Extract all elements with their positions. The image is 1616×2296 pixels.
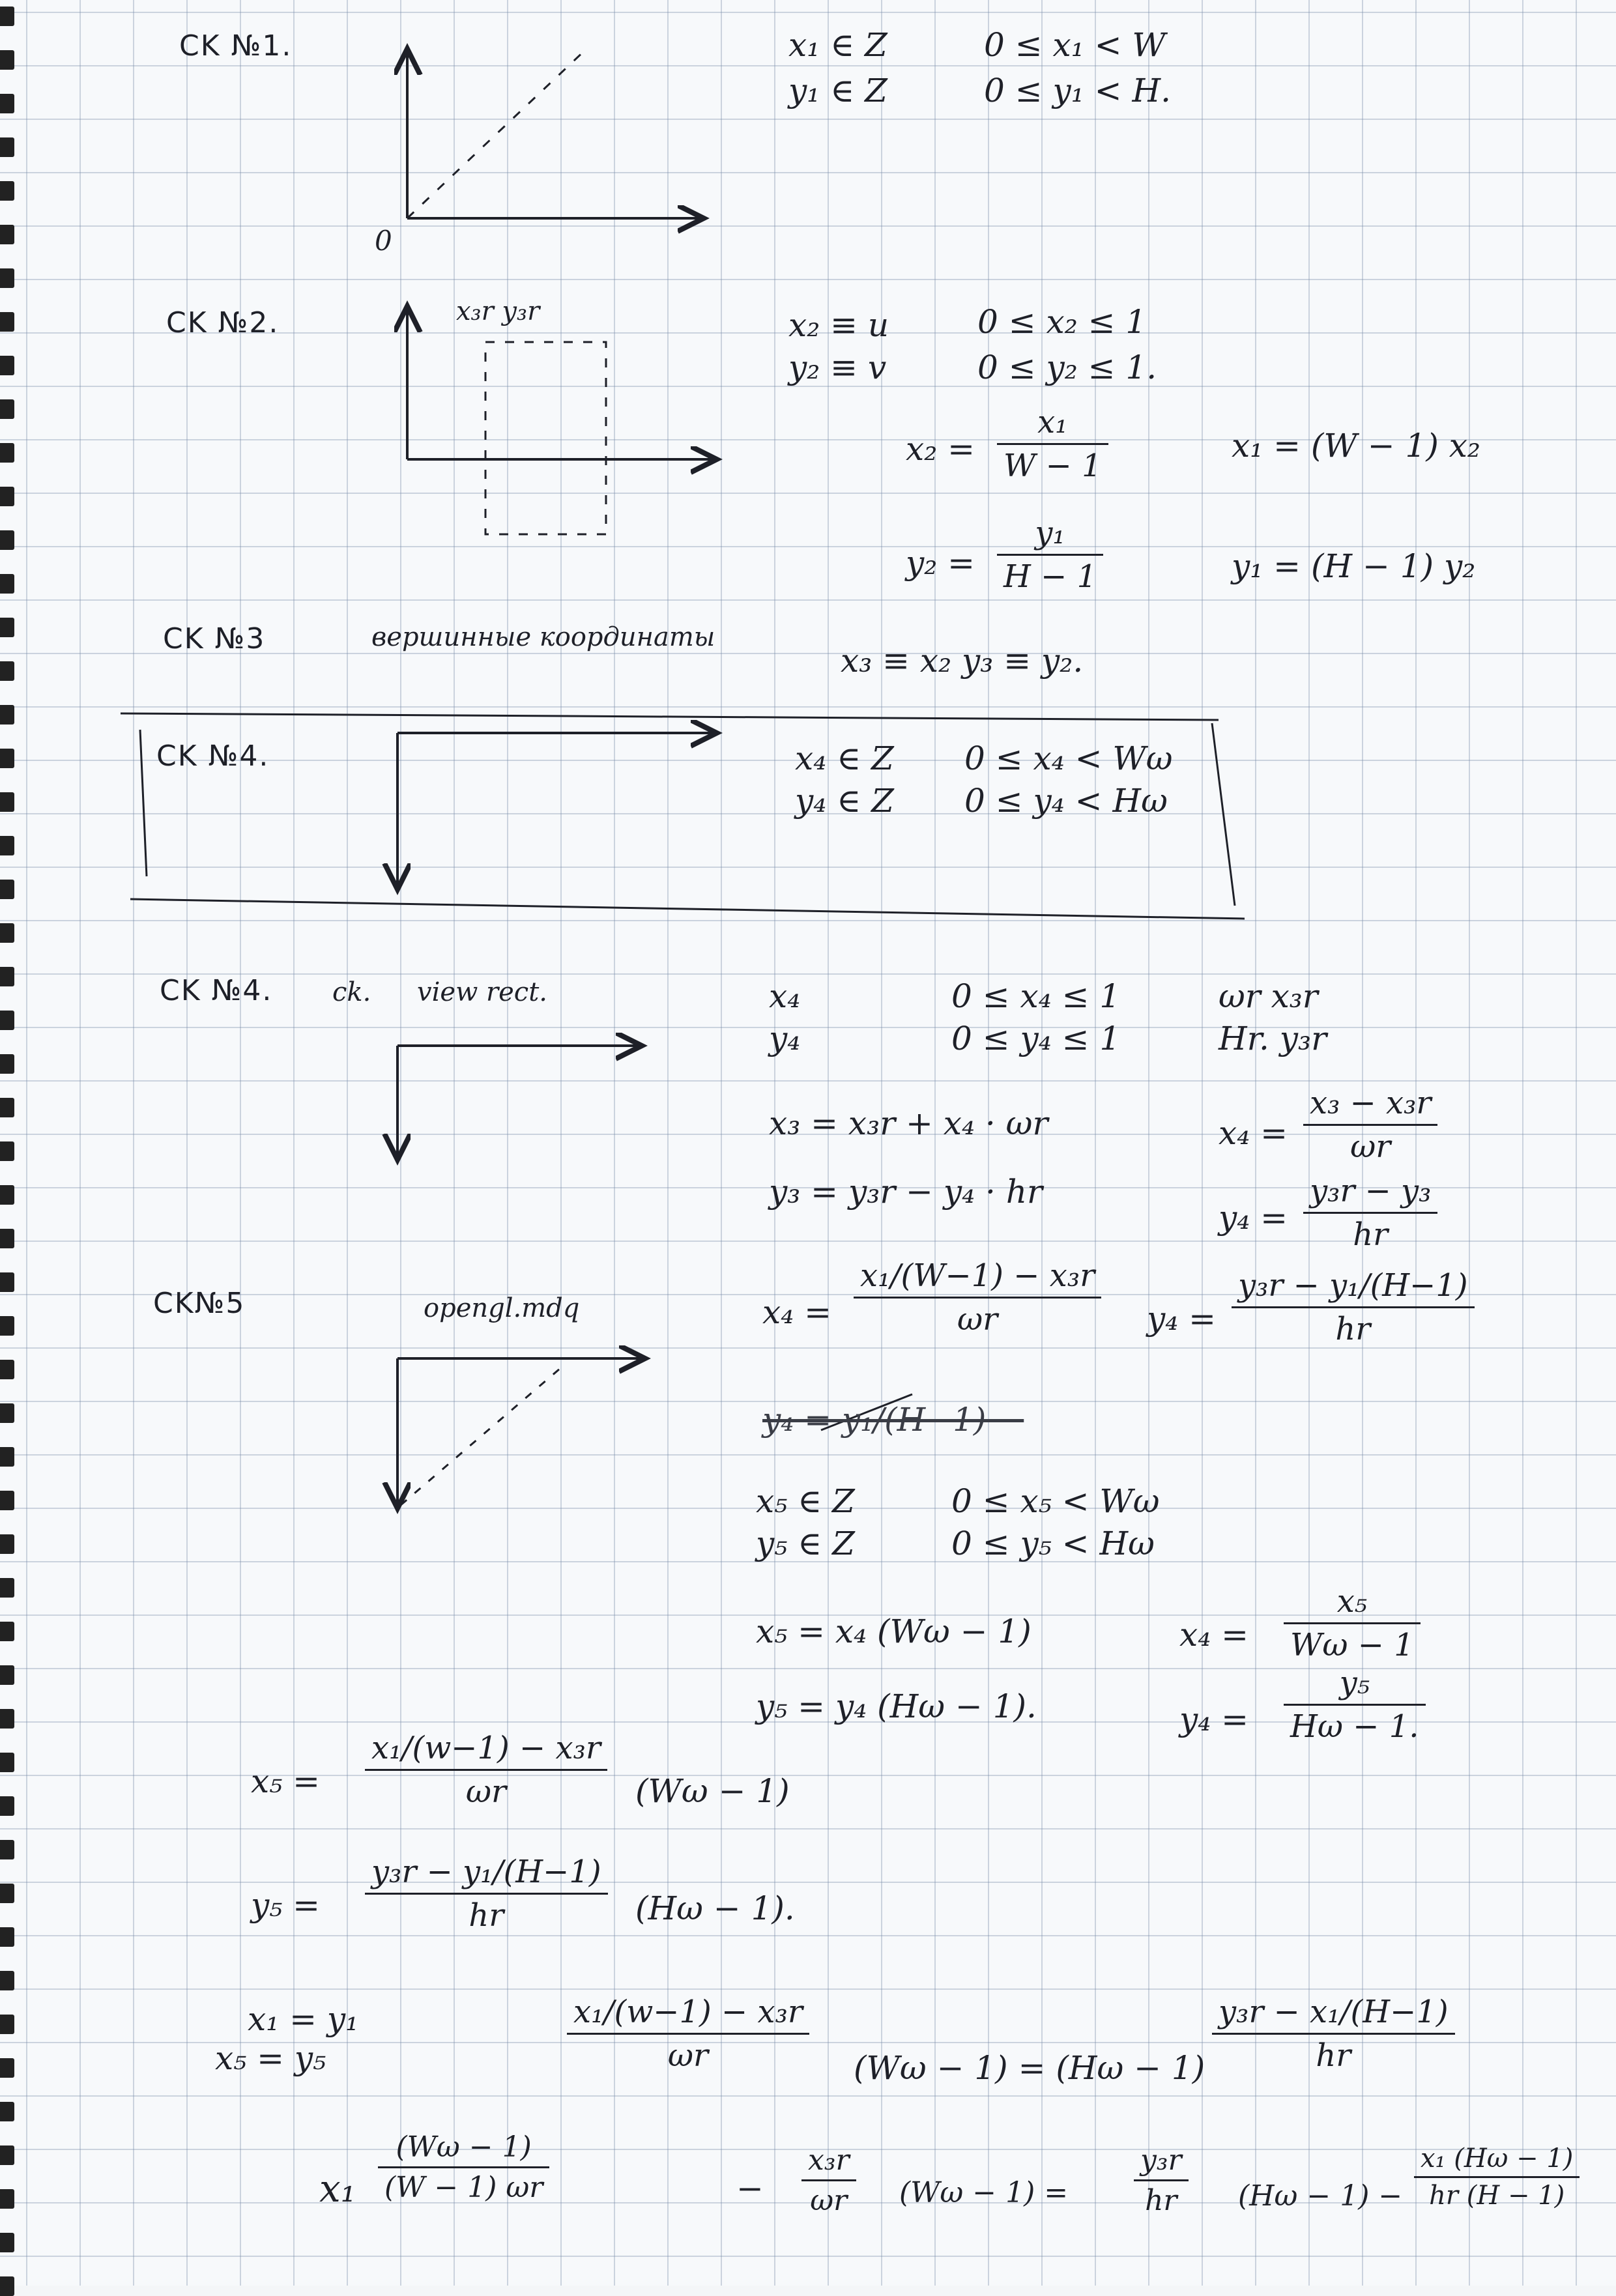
ck5-y4-num: y₃r − y₁/(H−1): [1238, 1267, 1468, 1304]
deriv-final-f1-den: (W − 1) ωr: [384, 2171, 543, 2204]
deriv-final-f3: [1134, 2144, 1189, 2217]
deriv-x5-fraction: [365, 1730, 607, 1810]
deriv-eq-left-fraction: [567, 1994, 809, 2074]
ck5-x4-num: x₁/(W−1) − x₃r: [860, 1257, 1095, 1294]
ck5-x5: x₅ = x₄ (Wω − 1): [756, 1613, 1032, 1650]
fraction-bar: [1232, 1306, 1475, 1308]
ck5-y4b-lhs: y₄ =: [1179, 1700, 1249, 1738]
ck4b-sub2: view rect.: [417, 977, 547, 1007]
ck4a-heading: CK №4.: [156, 739, 270, 773]
ck4a-range-y: 0 ≤ y₄ < Hω: [964, 782, 1168, 820]
fraction-bar: [567, 2033, 809, 2035]
ck5-y4b-den: Hω − 1.: [1290, 1708, 1419, 1745]
deriv-x5-tail: (Wω − 1): [635, 1772, 790, 1810]
ck2-x2-lhs: x₂ =: [906, 430, 975, 468]
deriv-y5-lhs: y₅ =: [251, 1886, 321, 1924]
deriv-final-f1-num: (Wω − 1): [396, 2131, 532, 2164]
ck3-eqs: x₃ ≡ x₂ y₃ ≡ y₂.: [841, 642, 1084, 680]
ck5-diagonal: [401, 1368, 560, 1505]
ck2-x1-expr: x₁ = (W − 1) x₂: [1232, 427, 1480, 465]
ck1-range-x: 0 ≤ x₁ < W: [984, 26, 1166, 64]
deriv-final-mid3: (Hω − 1) −: [1238, 2179, 1403, 2213]
fraction-bar: [854, 1297, 1101, 1299]
deriv-y5-tail: (Hω − 1).: [635, 1889, 795, 1927]
fraction-bar: [1284, 1622, 1421, 1624]
ck5-x4b-fraction: [1284, 1583, 1421, 1663]
ck5-y4b-num: y₅: [1339, 1665, 1370, 1701]
ck4b-sub1: ck.: [332, 977, 371, 1007]
ck2-y2-lhs: y₂ =: [906, 544, 975, 582]
ck4b-range-y: 0 ≤ y₄ ≤ 1: [951, 1020, 1121, 1057]
fraction-bar: [997, 443, 1108, 445]
ck2-def-y: y₂ ≡ v: [788, 349, 887, 386]
ck2-y2-den: H − 1: [1003, 558, 1097, 595]
deriv-final-f3-num: y₃r: [1140, 2144, 1182, 2177]
ck4a-frame-right: [1212, 723, 1235, 906]
ck5-y5: y₅ = y₄ (Hω − 1).: [756, 1687, 1037, 1725]
deriv-eq-left-den: ωr: [667, 2037, 708, 2074]
ck5-note: opengl.mdq: [424, 1293, 580, 1323]
ck4b-x4-lhs: x₄ =: [1219, 1114, 1288, 1152]
ck5-domain-y: y₅ ∈ Z: [756, 1525, 855, 1562]
ck2-range-x: 0 ≤ x₂ ≤ 1: [977, 303, 1147, 341]
ck5-domain-x: x₅ ∈ Z: [756, 1482, 855, 1520]
deriv-eq-right-num: y₃r − x₁/(H−1): [1219, 1994, 1449, 2030]
ck2-corner-label: x₃r y₃r: [456, 296, 540, 326]
ck4b-y4-den: hr: [1353, 1216, 1389, 1253]
ck4a-frame-left: [140, 730, 147, 876]
deriv-final-f3-den: hr: [1145, 2184, 1177, 2217]
ck4b-heading: CK №4.: [160, 974, 273, 1007]
ck2-y2-fraction: [997, 515, 1103, 595]
ck5-struck-expr: y₄ = y₁/(H−1) −: [762, 1401, 1024, 1439]
ck5-x4-fraction: [854, 1257, 1101, 1338]
ck4b-y3: y₃ = y₃r − y₄ · hr: [769, 1173, 1043, 1211]
fraction-bar: [1414, 2176, 1580, 2178]
deriv-x5-lhs: x₅ =: [251, 1762, 321, 1800]
ck4b-param-2: Hr. y₃r: [1219, 1020, 1327, 1057]
ck2-range-y: 0 ≤ y₂ ≤ 1.: [977, 349, 1157, 386]
ck4a-domain-x: x₄ ∈ Z: [795, 739, 894, 777]
deriv-eq-right-den: hr: [1316, 2037, 1351, 2074]
ck5-x4-lhs: x₄ =: [762, 1293, 832, 1331]
ck5-x4b-lhs: x₄ =: [1179, 1616, 1249, 1654]
ck2-heading: CK №2.: [166, 306, 280, 339]
ck1-heading: CK №1.: [179, 29, 293, 63]
ck5-range-y: 0 ≤ y₅ < Hω: [951, 1525, 1155, 1562]
deriv-final-f2: [801, 2144, 856, 2217]
ck4b-var-x: x₄: [769, 977, 801, 1015]
ck5-y4-lhs: y₄ =: [1147, 1300, 1217, 1338]
ck5-range-x: 0 ≤ x₅ < Wω: [951, 1482, 1160, 1520]
fraction-bar: [1212, 2033, 1455, 2035]
fraction-bar: [378, 2166, 549, 2168]
ck1-diagonal: [407, 49, 586, 218]
deriv-final-mid: −: [736, 2170, 764, 2207]
deriv-final-f2-den: ωr: [810, 2184, 848, 2217]
deriv-y5-num: y₃r − y₁/(H−1): [371, 1854, 601, 1890]
deriv-eq-left-num: x₁/(w−1) − x₃r: [573, 1994, 803, 2030]
ck4b-x4-num: x₃ − x₃r: [1310, 1085, 1432, 1121]
deriv-x5-num: x₁/(w−1) − x₃r: [371, 1730, 601, 1766]
ck5-x4-den: ωr: [957, 1301, 998, 1338]
deriv-final-mid2: (Wω − 1) =: [899, 2176, 1069, 2209]
fraction-bar: [1303, 1124, 1437, 1126]
fraction-bar: [801, 2179, 856, 2181]
ck4b-x3: x₃ = x₃r + x₄ · ωr: [769, 1104, 1048, 1142]
ck5-heading: CK№5: [153, 1287, 246, 1320]
ck2-def-x: x₂ ≡ u: [788, 306, 889, 344]
ck3-note: вершинные координаты: [371, 622, 715, 652]
ck5-y4-fraction: [1232, 1267, 1475, 1347]
ck4b-y4-fraction: [1303, 1173, 1437, 1253]
ck5-y4b-fraction: [1284, 1665, 1426, 1745]
ck5-x4b-den: Wω − 1: [1290, 1627, 1414, 1663]
ck4a-frame-top: [121, 713, 1219, 720]
deriv-y5-fraction: [365, 1854, 608, 1934]
fraction-bar: [365, 1893, 608, 1895]
deriv-cond-2: x₅ = y₅: [215, 2039, 326, 2077]
ck2-y1-expr: y₁ = (H − 1) y₂: [1232, 547, 1476, 585]
ck4b-range-x: 0 ≤ x₄ ≤ 1: [951, 977, 1121, 1015]
deriv-eq-right-fraction: [1212, 1994, 1455, 2074]
deriv-eq-mid: (Wω − 1) = (Hω − 1): [854, 2049, 1205, 2087]
ck2-x2-num: x₁: [1037, 404, 1068, 440]
ck5-y4-den: hr: [1335, 1311, 1371, 1347]
ck4b-param-1: ωr x₃r: [1219, 977, 1318, 1015]
deriv-final-f1: [378, 2131, 549, 2204]
ck2-y2-num: y₁: [1035, 515, 1065, 551]
deriv-final-f4-den: hr (H − 1): [1429, 2181, 1565, 2211]
deriv-final-lead: x₁: [319, 2166, 356, 2211]
ck1-origin-label: 0: [375, 225, 392, 257]
ck4a-domain-y: y₄ ∈ Z: [795, 782, 894, 820]
ck5-x4b-num: x₅: [1336, 1583, 1368, 1620]
ck4b-var-y: y₄: [769, 1020, 801, 1057]
ck4a-frame-bottom: [130, 899, 1245, 919]
ck4b-x4-den: ωr: [1350, 1128, 1391, 1165]
ck2-x2-fraction: [997, 404, 1108, 484]
fraction-bar: [1303, 1212, 1437, 1214]
ck4b-x4-fraction: [1303, 1085, 1437, 1165]
deriv-cond-1: x₁ = y₁: [248, 2000, 359, 2038]
ck4a-range-x: 0 ≤ x₄ < Wω: [964, 739, 1173, 777]
ck2-view-rect: [485, 342, 606, 534]
deriv-x5-den: ωr: [465, 1773, 506, 1810]
ck1-domain-y: y₁ ∈ Z: [788, 72, 887, 109]
fraction-bar: [997, 554, 1103, 556]
ck1-range-y: 0 ≤ y₁ < H.: [984, 72, 1171, 109]
fraction-bar: [1134, 2179, 1189, 2181]
ck3-heading: CK №3: [163, 622, 266, 655]
fraction-bar: [1284, 1704, 1426, 1706]
ck2-x2-den: W − 1: [1003, 448, 1102, 484]
fraction-bar: [365, 1769, 607, 1771]
ck4b-y4-lhs: y₄ =: [1219, 1199, 1288, 1237]
deriv-y5-den: hr: [469, 1897, 504, 1934]
deriv-final-f4: [1414, 2144, 1580, 2211]
ck1-domain-x: x₁ ∈ Z: [788, 26, 887, 64]
deriv-final-f4-num: x₁ (Hω − 1): [1421, 2144, 1574, 2174]
ck4b-y4-num: y₃r − y₃: [1310, 1173, 1432, 1209]
deriv-final-f2-num: x₃r: [808, 2144, 850, 2177]
